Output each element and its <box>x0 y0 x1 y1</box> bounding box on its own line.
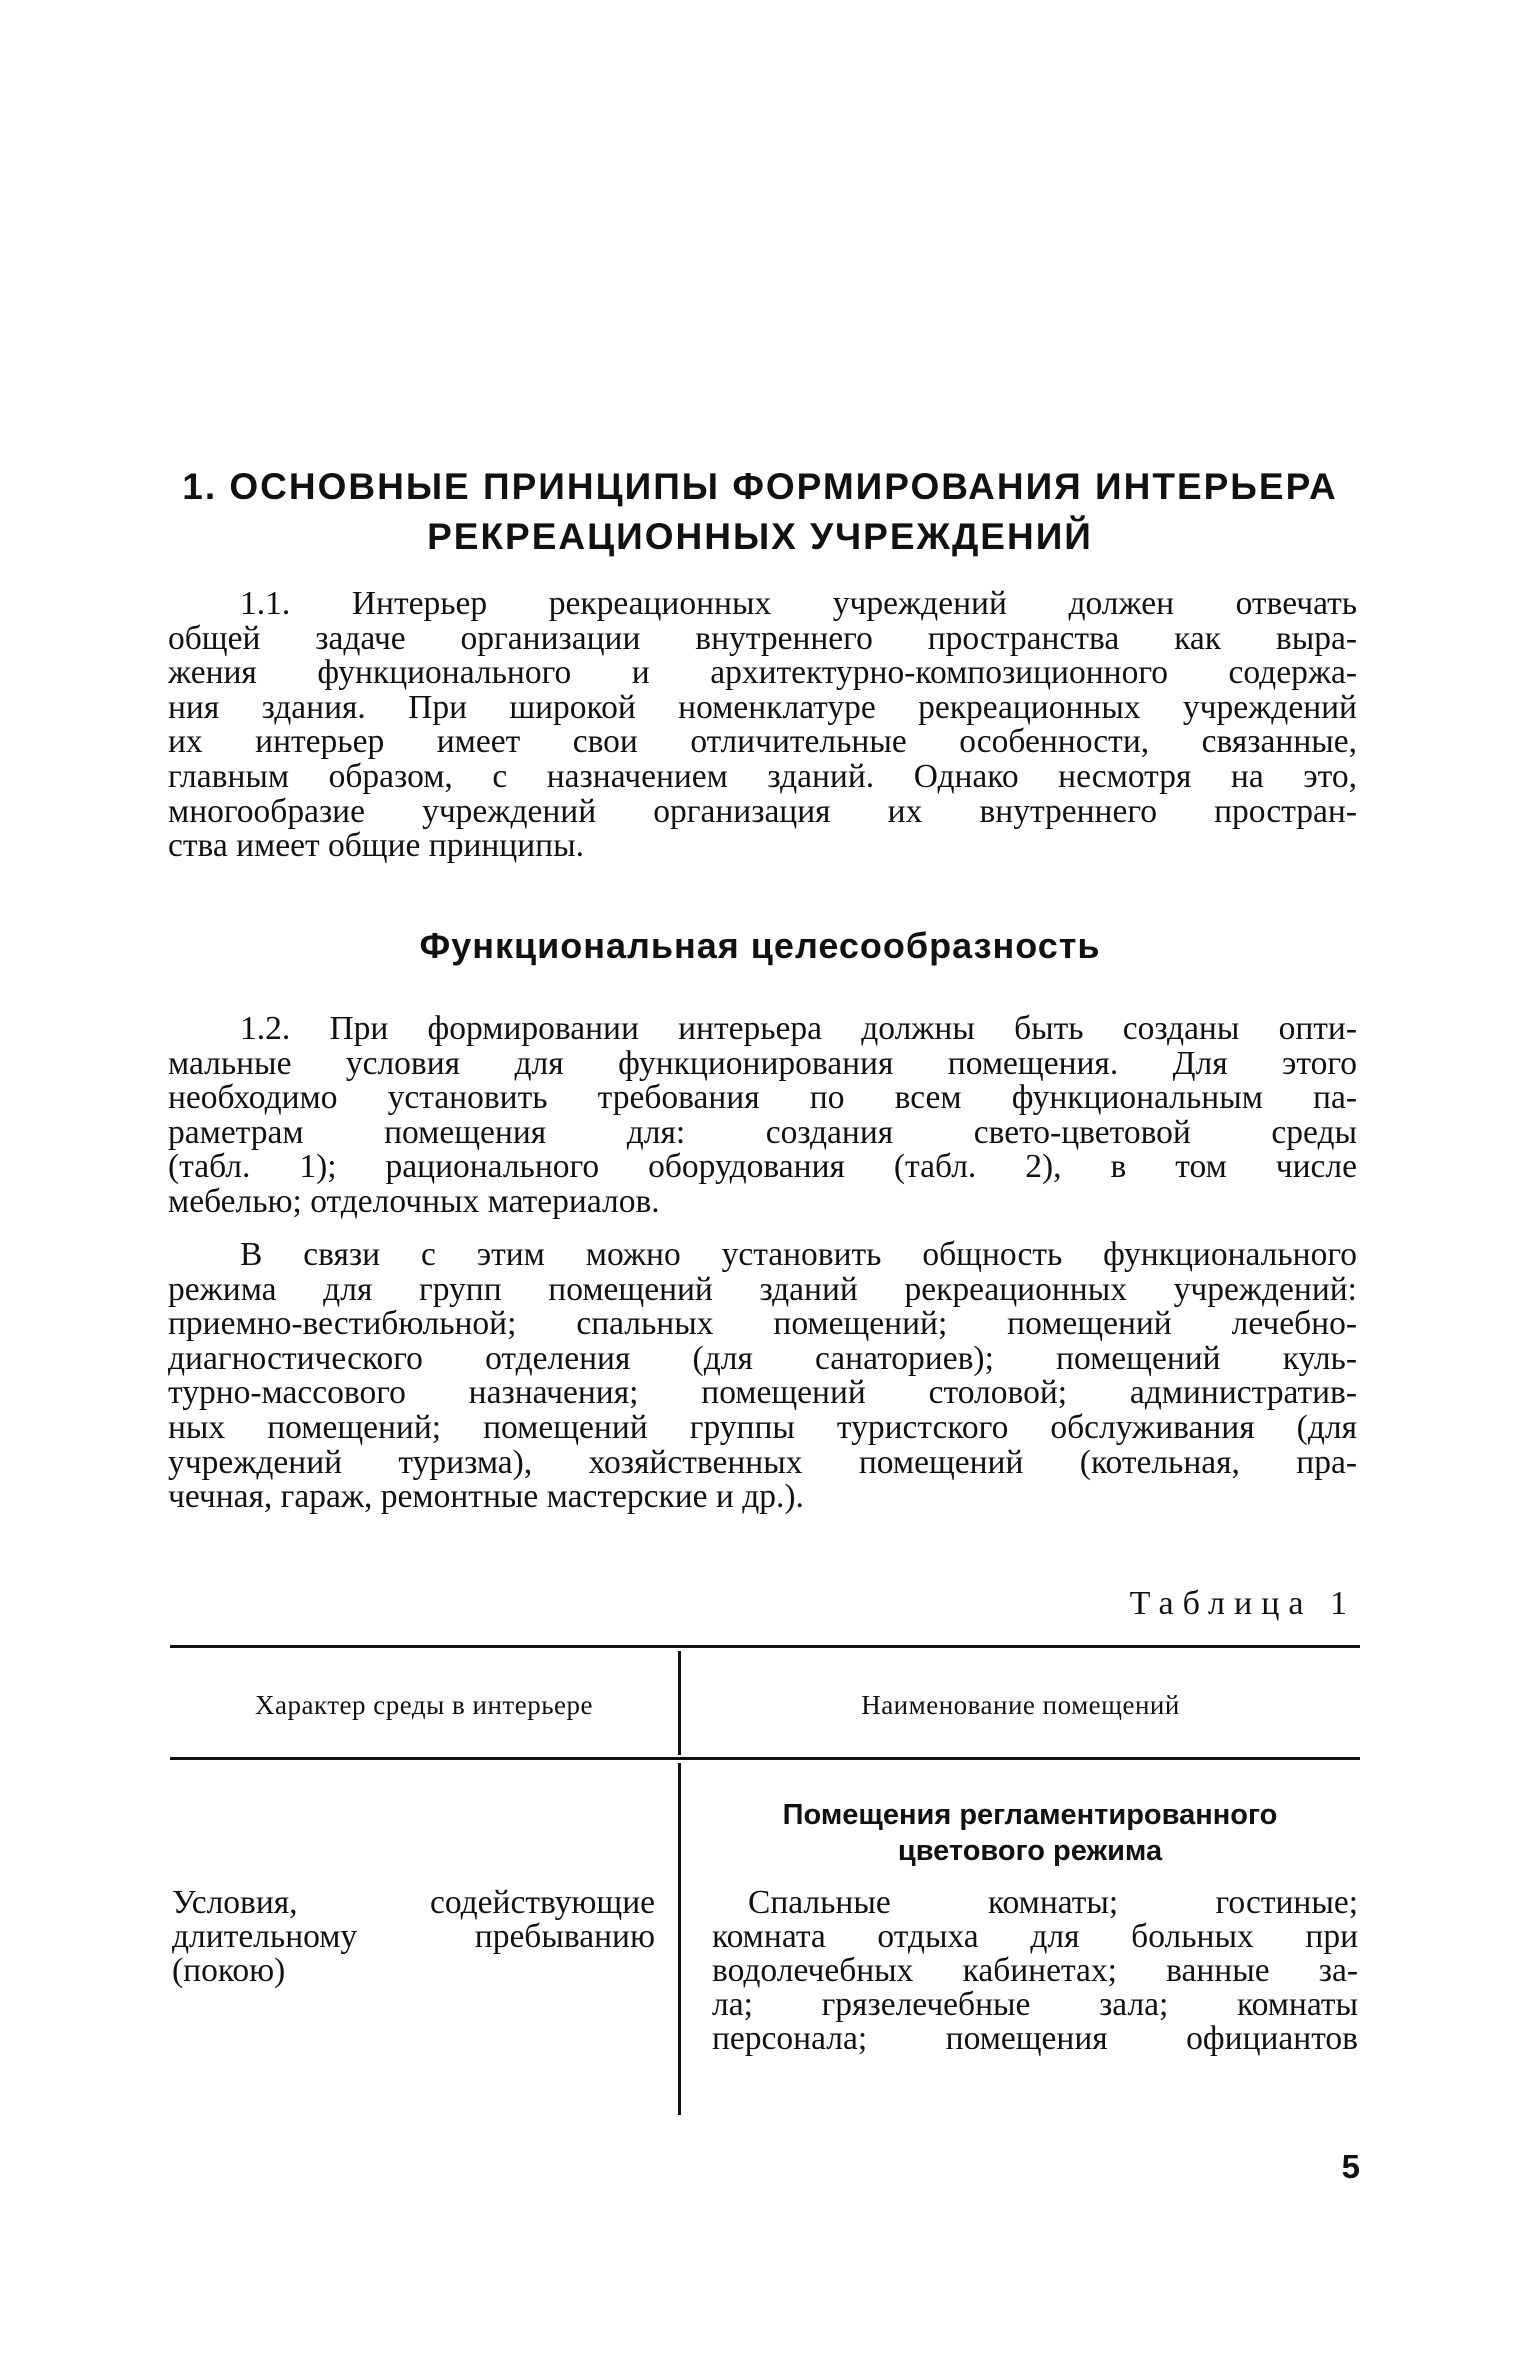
paragraph-line: жения функционального и архитектурно-композиционного содержа- <box>168 654 1357 692</box>
table-cell-line: ла; грязелечебные зала; комнаты <box>712 1986 1358 2023</box>
table-top-rule <box>170 1645 1360 1648</box>
table-cell-line: длительному пребыванию <box>172 1918 655 1955</box>
table-cell-line: персонала; помещения официантов <box>712 2020 1358 2057</box>
table-cell-environment <box>172 1886 655 1988</box>
paragraph-line: В связи с этим можно установить общность функционального <box>240 1236 1357 1273</box>
paragraph-line: необходимо установить требования по всем функциональным па- <box>168 1079 1357 1117</box>
paragraph-line: 1.1. Интерьер рекреационных учреждений должен отвечать <box>240 585 1357 622</box>
paragraph-line: чечная, гараж, ремонтные мастерские и др.). <box>168 1478 804 1516</box>
paragraph-line: диагностического отделения (для санаториев); помещений куль- <box>168 1339 1357 1377</box>
paragraph-line: общей задаче организации внутреннего пространства как выра- <box>168 619 1357 657</box>
paragraph-line: ния здания. При широкой номенклатуре рекреационных учреждений <box>168 688 1357 726</box>
chapter-title-line: 1. ОСНОВНЫЕ ПРИНЦИПЫ ФОРМИРОВАНИЯ ИНТЕРЬЕРА <box>182 466 1338 507</box>
paragraph-line: их интерьер имеет свои отличительные особенности, связанные, <box>168 723 1357 761</box>
table-cell-line: Условия, содействующие <box>172 1884 655 1921</box>
table-caption: Таблица 1 <box>1129 1585 1356 1622</box>
table-cell-line: Спальные комнаты; гостиные; <box>748 1884 1358 1921</box>
paragraph-3 <box>168 1238 1357 1515</box>
paragraph-line: мальные условия для функционирования помещения. Для этого <box>168 1044 1357 1082</box>
table-cell-line: комната отдыха для больных при <box>712 1918 1358 1955</box>
paragraph-line: 1.2. При формировании интерьера должны быть созданы опти- <box>240 1010 1357 1047</box>
table-header-rule <box>170 1757 1360 1760</box>
paragraph-line: мебелью; отделочных материалов. <box>168 1182 660 1220</box>
paragraph-line: раметрам помещения для: создания свето-цветовой среды <box>168 1113 1357 1151</box>
table-group-heading <box>700 1797 1360 1869</box>
paragraph-line: приемно-вестибюльной; спальных помещений; помещений лечебно- <box>168 1305 1357 1343</box>
paragraph-line: ства имеет общие принципы. <box>168 827 584 865</box>
table-header-environment: Характер среды в интерьере <box>255 1690 593 1720</box>
chapter-title-line: РЕКРЕАЦИОННЫХ УЧРЕЖДЕНИЙ <box>427 516 1093 557</box>
paragraph-line: (табл. 1); рационального оборудования (табл. 2), в том числе <box>168 1148 1357 1186</box>
paragraph-line: режима для групп помещений зданий рекреационных учреждений: <box>168 1270 1357 1308</box>
paragraph-1-1 <box>168 587 1357 864</box>
page-number: 5 <box>1341 2148 1360 2185</box>
table-group-heading-line: цветового режима <box>897 1835 1163 1867</box>
paragraph-line: главным образом, с назначением зданий. Однако несмотря на это, <box>168 757 1357 795</box>
table-body-divider <box>678 1763 681 2115</box>
paragraph-line: турно-массового назначения; помещений столовой; административ- <box>168 1374 1357 1412</box>
paragraph-line: учреждений туризма), хозяйственных помещений (котельная, пра- <box>168 1443 1357 1481</box>
table-cell-line: (покою) <box>172 1952 286 1989</box>
paragraph-1-2 <box>168 1012 1357 1220</box>
table-cell-rooms <box>712 1886 1358 2056</box>
table-cell-line: водолечебных кабинетах; ванные за- <box>712 1952 1358 1989</box>
chapter-title <box>150 462 1370 562</box>
table-group-heading-line: Помещения регламентированного <box>782 1799 1278 1831</box>
paragraph-line: многообразие учреждений организация их внутреннего простран- <box>168 792 1357 830</box>
section-heading: Функциональная целесообразность <box>419 925 1101 966</box>
table-header-rooms: Наименование помещений <box>861 1690 1180 1720</box>
paragraph-line: ных помещений; помещений группы туристского обслуживания (для <box>168 1408 1357 1446</box>
